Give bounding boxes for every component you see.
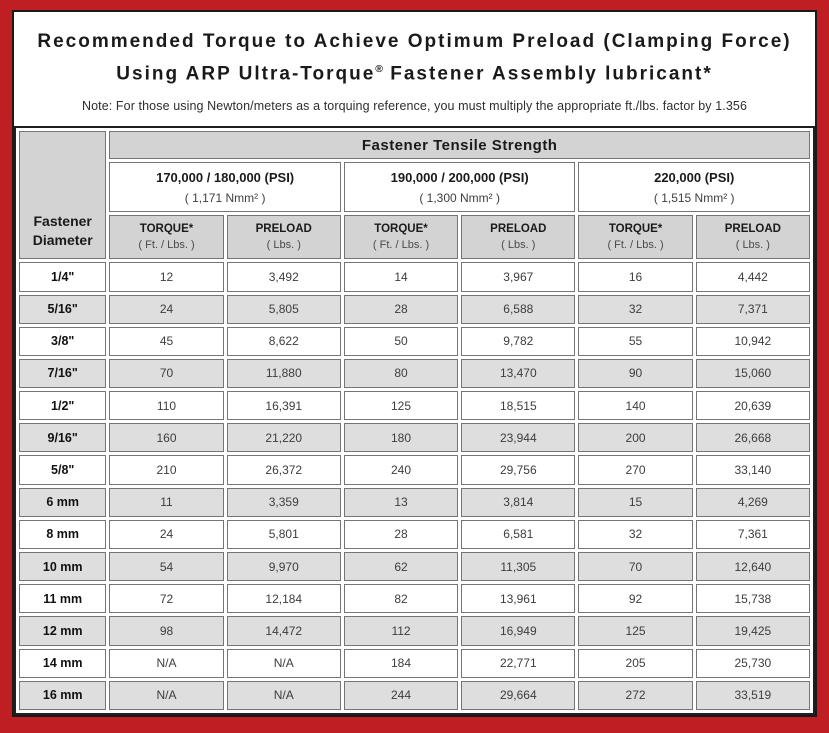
value-cell: 3,359 — [227, 488, 341, 517]
value-cell: 10,942 — [696, 327, 810, 356]
preload-label: PRELOAD — [724, 223, 781, 236]
value-cell: 5,805 — [227, 295, 341, 324]
table-row — [19, 584, 810, 613]
diameter-cell: 1/2" — [19, 391, 106, 420]
value-cell: 54 — [109, 552, 223, 581]
diameter-cell: 5/16" — [19, 295, 106, 324]
value-cell: 125 — [344, 391, 458, 420]
diameter-cell: 14 mm — [19, 649, 106, 678]
registered-trademark-symbol: ® — [375, 64, 383, 75]
psi-group-header — [578, 162, 810, 212]
value-cell: 6,581 — [461, 520, 575, 549]
value-cell: 19,425 — [696, 616, 810, 645]
value-cell: 24 — [109, 295, 223, 324]
value-cell: 20,639 — [696, 391, 810, 420]
table-row — [19, 455, 810, 484]
value-cell: 8,622 — [227, 327, 341, 356]
table-row — [19, 295, 810, 324]
value-cell: 25,730 — [696, 649, 810, 678]
value-cell: 70 — [578, 552, 692, 581]
value-cell: 29,664 — [461, 681, 575, 710]
table-body — [19, 262, 810, 710]
psi-group-header — [344, 162, 576, 212]
fastener-diameter-header — [19, 131, 106, 259]
title-line-1: Recommended Torque to Achieve Optimum Preload (Clamping Force) — [37, 31, 792, 52]
preload-unit: ( Lbs. ) — [735, 239, 770, 252]
value-cell: 3,967 — [461, 262, 575, 291]
tensile-strength-header: Fastener Tensile Strength — [109, 131, 810, 159]
diameter-cell: 9/16" — [19, 423, 106, 452]
value-cell: 16 — [578, 262, 692, 291]
value-cell: 50 — [344, 327, 458, 356]
value-cell: 15 — [578, 488, 692, 517]
title-line-2-pre: Using ARP Ultra-Torque — [116, 63, 376, 85]
table-row — [19, 616, 810, 645]
value-cell: 3,814 — [461, 488, 575, 517]
diameter-cell: 11 mm — [19, 584, 106, 613]
value-cell: 110 — [109, 391, 223, 420]
value-cell: 160 — [109, 423, 223, 452]
value-cell: 11,305 — [461, 552, 575, 581]
psi-group-header — [109, 162, 341, 212]
value-cell: 200 — [578, 423, 692, 452]
value-cell: 32 — [578, 520, 692, 549]
diameter-cell: 3/8" — [19, 327, 106, 356]
diameter-cell: 7/16" — [19, 359, 106, 388]
preload-label: PRELOAD — [255, 223, 312, 236]
page-title — [14, 28, 815, 88]
preload-column-header — [461, 215, 575, 259]
table-row — [19, 681, 810, 710]
value-cell: 125 — [578, 616, 692, 645]
value-cell: N/A — [227, 681, 341, 710]
main-header-row — [19, 131, 810, 159]
value-cell: 240 — [344, 455, 458, 484]
preload-unit: ( Lbs. ) — [501, 239, 536, 252]
value-cell: 272 — [578, 681, 692, 710]
diameter-cell: 10 mm — [19, 552, 106, 581]
diameter-cell: 5/8" — [19, 455, 106, 484]
value-cell: 13,470 — [461, 359, 575, 388]
value-cell: 80 — [344, 359, 458, 388]
diameter-cell: 12 mm — [19, 616, 106, 645]
value-cell: N/A — [227, 649, 341, 678]
value-cell: 92 — [578, 584, 692, 613]
table-row — [19, 327, 810, 356]
value-cell: 16,391 — [227, 391, 341, 420]
value-cell: 55 — [578, 327, 692, 356]
value-cell: 112 — [344, 616, 458, 645]
value-cell: 13,961 — [461, 584, 575, 613]
torque-label: TORQUE* — [139, 223, 194, 236]
value-cell: 184 — [344, 649, 458, 678]
value-cell: 12,184 — [227, 584, 341, 613]
value-cell: 33,140 — [696, 455, 810, 484]
value-cell: 15,738 — [696, 584, 810, 613]
corner-line-1: Fastener — [33, 213, 92, 230]
value-cell: 244 — [344, 681, 458, 710]
nmm-label: ( 1,300 Nmm² ) — [419, 190, 500, 205]
torque-column-header — [578, 215, 692, 259]
value-cell: 22,771 — [461, 649, 575, 678]
value-cell: 21,220 — [227, 423, 341, 452]
table-row — [19, 488, 810, 517]
value-cell: 7,361 — [696, 520, 810, 549]
value-cell: 270 — [578, 455, 692, 484]
value-cell: 24 — [109, 520, 223, 549]
torque-column-header — [109, 215, 223, 259]
value-cell: 70 — [109, 359, 223, 388]
title-line-2 — [14, 56, 815, 88]
value-cell: 6,588 — [461, 295, 575, 324]
value-cell: 14 — [344, 262, 458, 291]
value-cell: 90 — [578, 359, 692, 388]
table-row — [19, 359, 810, 388]
torque-unit: ( Ft. / Lbs. ) — [372, 239, 430, 252]
value-cell: 45 — [109, 327, 223, 356]
value-cell: 29,756 — [461, 455, 575, 484]
torque-unit: ( Ft. / Lbs. ) — [138, 239, 195, 252]
table-row — [19, 391, 810, 420]
table-header — [19, 131, 810, 259]
preload-label: PRELOAD — [490, 223, 547, 236]
value-cell: 12 — [109, 262, 223, 291]
value-cell: 4,269 — [696, 488, 810, 517]
diameter-cell: 1/4" — [19, 262, 106, 291]
value-cell: 7,371 — [696, 295, 810, 324]
value-cell: 140 — [578, 391, 692, 420]
torque-unit: ( Ft. / Lbs. ) — [607, 239, 664, 252]
torque-label: TORQUE* — [608, 223, 663, 236]
value-cell: 32 — [578, 295, 692, 324]
value-cell: 98 — [109, 616, 223, 645]
psi-label: 220,000 (PSI) — [654, 169, 735, 185]
nmm-label: ( 1,171 Nmm² ) — [184, 190, 266, 205]
value-cell: 62 — [344, 552, 458, 581]
table-row — [19, 520, 810, 549]
torque-spec-table — [14, 126, 815, 715]
table-row — [19, 423, 810, 452]
value-cell: 4,442 — [696, 262, 810, 291]
value-cell: 33,519 — [696, 681, 810, 710]
content-panel — [12, 10, 817, 717]
preload-column-header — [227, 215, 341, 259]
table-row — [19, 649, 810, 678]
value-cell: 12,640 — [696, 552, 810, 581]
value-cell: 13 — [344, 488, 458, 517]
value-cell: 72 — [109, 584, 223, 613]
torque-label: TORQUE* — [374, 223, 428, 236]
value-cell: 15,060 — [696, 359, 810, 388]
value-cell: 82 — [344, 584, 458, 613]
psi-header-row — [19, 162, 810, 212]
torque-column-header — [344, 215, 458, 259]
diameter-cell: 16 mm — [19, 681, 106, 710]
value-cell: 23,944 — [461, 423, 575, 452]
value-cell: 9,970 — [227, 552, 341, 581]
table-row — [19, 262, 810, 291]
value-cell: 26,372 — [227, 455, 341, 484]
nmm-label: ( 1,515 Nmm² ) — [653, 190, 735, 205]
value-cell: 205 — [578, 649, 692, 678]
value-cell: 3,492 — [227, 262, 341, 291]
value-cell: 28 — [344, 520, 458, 549]
psi-label: 190,000 / 200,000 (PSI) — [390, 169, 529, 185]
value-cell: 18,515 — [461, 391, 575, 420]
preload-column-header — [696, 215, 810, 259]
corner-line-2: Diameter — [32, 232, 93, 249]
psi-label: 170,000 / 180,000 (PSI) — [156, 169, 295, 185]
note-text: Note: For those using Newton/meters as a torquing reference, you must multiply the appropriate ft./lbs. factor by 1.356 — [81, 99, 747, 114]
value-cell: 11,880 — [227, 359, 341, 388]
diameter-cell: 6 mm — [19, 488, 106, 517]
preload-unit: ( Lbs. ) — [266, 239, 301, 252]
value-cell: 28 — [344, 295, 458, 324]
column-header-row — [19, 215, 810, 259]
diameter-cell: 8 mm — [19, 520, 106, 549]
value-cell: 180 — [344, 423, 458, 452]
value-cell: 9,782 — [461, 327, 575, 356]
value-cell: 11 — [109, 488, 223, 517]
value-cell: N/A — [109, 681, 223, 710]
table-row — [19, 552, 810, 581]
value-cell: 16,949 — [461, 616, 575, 645]
title-line-2-post: Fastener Assembly lubricant* — [382, 63, 713, 85]
value-cell: 26,668 — [696, 423, 810, 452]
value-cell: N/A — [109, 649, 223, 678]
value-cell: 210 — [109, 455, 223, 484]
value-cell: 5,801 — [227, 520, 341, 549]
value-cell: 14,472 — [227, 616, 341, 645]
